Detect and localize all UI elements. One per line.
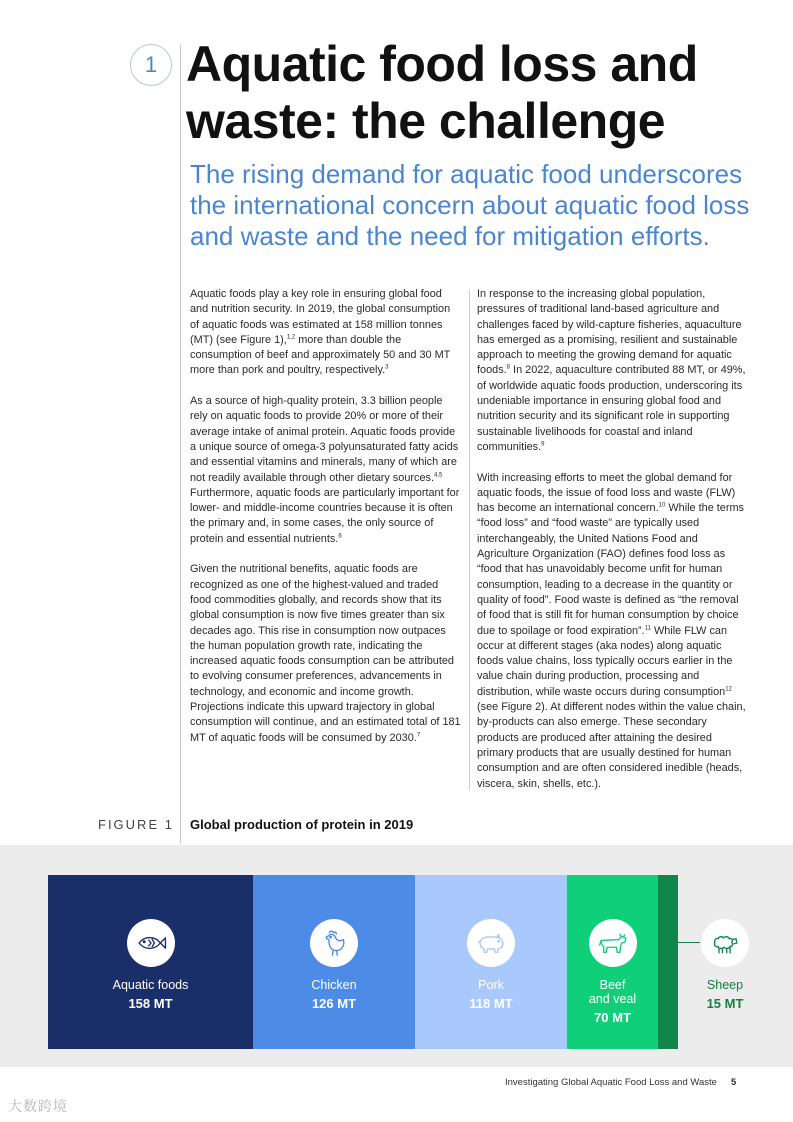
sheep-label: Sheep xyxy=(706,978,744,992)
paragraph: Aquatic foods play a key role in ensuring global food and nutrition security. In 2019, the global consumption of aquatic foods was estimated at 158 million tonnes (MT) (see Figure 1),$^{1,2}$ more than double the consumption of beef and approximately 50 and 30 MT more than pork and poultry, respectively.$^3$ xyxy=(190,288,451,377)
bar-label: Pork xyxy=(478,978,504,992)
chapter-number-badge: 1 xyxy=(130,44,172,86)
sheep-callout xyxy=(700,919,750,1011)
bar-label: Aquatic foods xyxy=(112,978,189,992)
sheep-value-label: 15 MT xyxy=(706,996,744,1011)
bar-beef-and-veal xyxy=(567,875,658,1049)
paragraph: As a source of high-quality protein, 3.3 billion people rely on aquatic foods to provide 20% or more of their average intake of animal protein. Aquatic foods provide a unique source of omega-3 polyunsaturated fatty acids and essential vitamins and minerals, many of which are not readily available through other dietary sources.$^{4,5}$ Furthermore, aquatic foods are particularly important for lower- and middle-income countries because it is often the primary and, in some cases, the only source of protein and essential nutrients.$^6$ xyxy=(190,395,460,545)
sheep-icon xyxy=(701,919,749,967)
page-title: Aquatic food loss and waste: the challenge xyxy=(186,36,698,149)
page-subtitle: The rising demand for aquatic food underscores the international concern about aquatic food loss and waste and the need for mitigation efforts. xyxy=(190,159,750,251)
bar-sheep xyxy=(658,875,678,1049)
watermark: 大数跨境 xyxy=(8,1098,68,1114)
cow-icon xyxy=(589,919,637,967)
footer-title: Investigating Global Aquatic Food Loss and Waste xyxy=(505,1077,717,1088)
bar-aquatic-foods xyxy=(48,875,253,1049)
figure-title: Global production of protein in 2019 xyxy=(190,817,414,832)
bar-value-label: 158 MT xyxy=(128,996,173,1011)
fish-icon xyxy=(127,919,175,967)
body-column-left xyxy=(190,287,462,761)
figure-label: FIGURE 1 xyxy=(98,817,174,832)
body-column-right xyxy=(477,287,750,807)
vertical-rule xyxy=(180,44,181,844)
sheep-connector-line xyxy=(678,942,700,943)
column-divider xyxy=(469,290,470,790)
bar-pork xyxy=(415,875,567,1049)
paragraph: With increasing efforts to meet the global demand for aquatic foods, the issue of food loss and waste (FLW) has become an international concern.$^{10}$ While the terms “food loss” and “food waste” are typically used interchangeably, the United Nations Food and Agriculture Organization (FAO) defines food loss as “food that has unavoidably become unfit for human consumption, leading to a decrease in the quantity or quality of food”. Food waste is defined as “the removal of food that is still fit for human consumption by choice due to spoilage or food expiration”.$^{11}$ While FLW can occur at different stages (aka nodes) along aquatic foods value chains, loss typically occurs earlier in the value chain during production, processing and distribution, while waste occurs during consumption$^{12}$ (see Figure 2). At different nodes within the value chain, by-products can also emerge. These secondary products are produced after attaining the desired primary products that are usually destined for human consumption and are often considered inedible (heads, viscera, skin, shells, etc.). xyxy=(477,471,746,790)
bar-value-label: 118 MT xyxy=(469,996,513,1011)
chicken-icon xyxy=(310,919,358,967)
page-footer xyxy=(505,1077,736,1088)
bar-label: Chicken xyxy=(311,978,357,992)
paragraph: Given the nutritional benefits, aquatic foods are recognized as one of the highest-valued and traded food commodities globally, and records show that its global consumption is now five times greater than six decades ago. This rise in consumption now outpaces the human population growth rate, indicating the increased aquatic foods consumption can be attributed to evolving consumer preferences, advancements in technology, and economic and income growth. Projections indicate this upward trajectory in global consumption will continue, and an estimated total of 181 MT of aquatic foods will be consumed by 2030.$^7$ xyxy=(190,563,461,744)
bar-value-label: 70 MT xyxy=(594,1010,631,1025)
bar-chicken xyxy=(253,875,415,1049)
page-number: 5 xyxy=(730,1077,737,1088)
pig-icon xyxy=(467,919,515,967)
bar-value-label: 126 MT xyxy=(311,996,357,1011)
bar-label: Beef and veal xyxy=(588,978,637,1006)
paragraph: In response to the increasing global population, pressures of traditional land-based agriculture and challenges faced by wild-capture fisheries, aquaculture has emerged as a promising, resilient and sustainable approach to meeting the growing demand for aquatic foods.$^8$ In 2022, aquaculture contributed 88 MT, or 49%, of worldwide aquatic foods production, underscoring its undeniable importance in ensuring global food and nutrition security and its significant role in supporting sustainable livelihoods for coastal and inland communities.$^9$ xyxy=(477,288,746,453)
